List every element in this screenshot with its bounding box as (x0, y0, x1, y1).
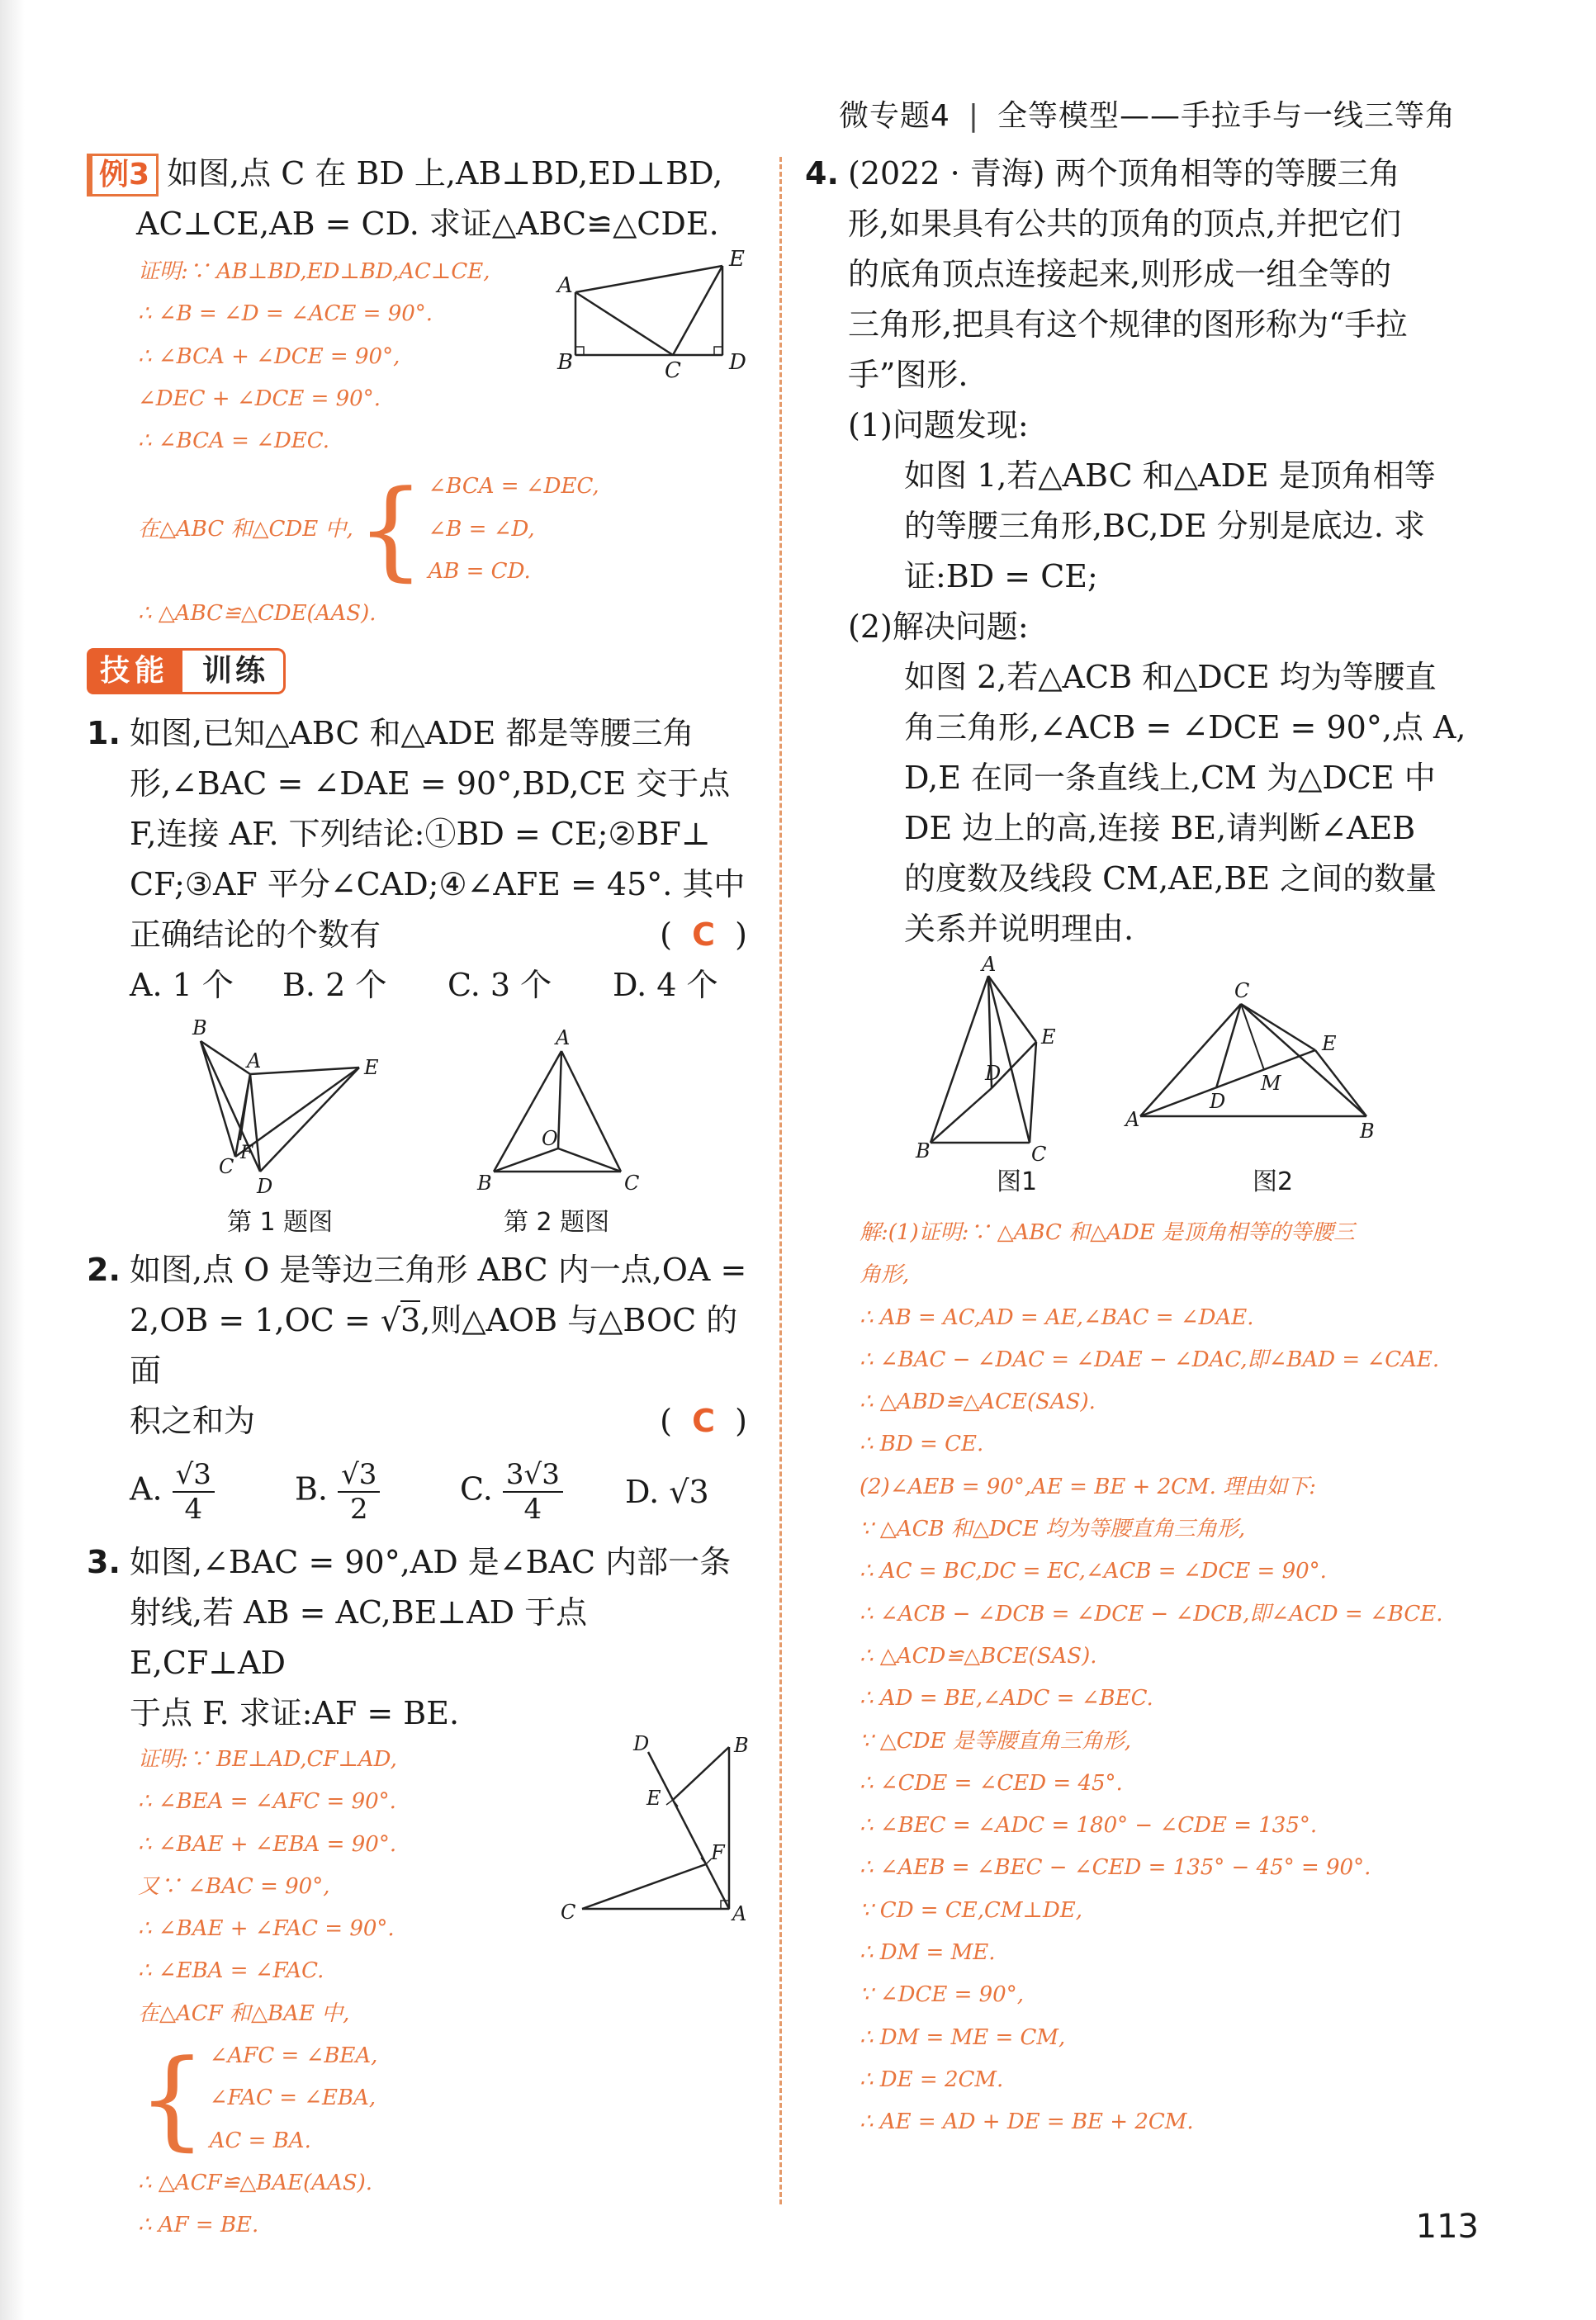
part-2-title: (2)解决问题: (848, 608, 1029, 645)
solution-line: ∴ AC = BC,DC = EC,∠ACB = ∠DCE = 90°. (860, 1559, 1327, 1584)
solution-line: ∵ △ACB 和△DCE 均为等腰直角三角形, (860, 1517, 1246, 1542)
solution-line: 角形, (860, 1262, 910, 1288)
brace-line: ∠FAC = ∠EBA, (209, 2086, 377, 2111)
fig-label: E (364, 1056, 379, 1079)
part-1-title: (1)问题发现: (848, 407, 1029, 443)
brace-system (138, 2035, 747, 2162)
fig-label: D (985, 1062, 1002, 1085)
solution-line: ∵ CD = CE,CM⊥DE, (860, 1897, 1083, 1923)
answer-letter: C (692, 1403, 716, 1439)
solution-line: ∴ ∠CDE = ∠CED = 45°. (860, 1770, 1123, 1796)
proof-line: 证明:∵ AB⊥BD,ED⊥BD,AC⊥CE, (138, 259, 490, 284)
solution-line: ∴ ∠AEB = ∠BEC − ∠CED = 135° − 45° = 90°. (860, 1855, 1371, 1881)
question-line: 的等腰三角形,BC,DE 分别是底边. 求 (904, 508, 1425, 544)
solution-line: ∴ ∠BAC − ∠DAC = ∠DAE − ∠DAC,即∠BAD = ∠CAE. (860, 1347, 1440, 1372)
question-line: 如图,∠BAC = 90°,AD 是∠BAC 内部一条 (130, 1544, 732, 1580)
question-line: CF;③AF 平分∠CAD;④∠AFE = 45°. 其中 (130, 866, 746, 902)
question-line: 2,OB = 1,OC = √3,则△AOB 与△BOC 的面 (130, 1302, 738, 1389)
fig-label: F (711, 1841, 725, 1864)
fig-label: A (982, 954, 997, 976)
solution-line: ∴ DE = 2CM. (860, 2067, 1004, 2092)
option-c: C. $\frac{3√3}{4}$ (460, 1458, 625, 1526)
solution-line: ∴ AE = AD + DE = BE + 2CM. (860, 2109, 1194, 2135)
page-number: 113 (1415, 2208, 1479, 2246)
question-number: 1. (87, 715, 121, 751)
brace-line: ∠B = ∠D, (428, 516, 535, 542)
solution-line: ∴ △ACD≌△BCE(SAS). (860, 1643, 1097, 1669)
solution-line: ∴ △ABD≌△ACE(SAS). (860, 1390, 1096, 1415)
fig-label: E (729, 249, 745, 272)
question-number: 2. (87, 1252, 121, 1288)
question-3-solution-area (87, 1732, 749, 2247)
option-b: B. $\frac{√3}{2}$ (295, 1458, 460, 1526)
proof-line: ∴ ∠BAE + ∠EBA = 90°. (138, 1831, 397, 1857)
question-line: 射线,若 AB = AC,BE⊥AD 于点 E,CF⊥AD (130, 1594, 588, 1681)
example-3 (87, 149, 747, 199)
question-line: 于点 F. 求证:AF = BE. (130, 1695, 460, 1731)
fig-label: C (624, 1172, 640, 1195)
fig-label: B (477, 1172, 492, 1195)
fig-label: A (557, 273, 573, 298)
fig-label: B (192, 1016, 207, 1039)
proof-line: ∴ ∠EBA = ∠FAC. (138, 1958, 324, 1984)
skill-banner-a: 技能 (87, 648, 182, 694)
question-line: 的底角顶点连接起来,则形成一组全等的 (848, 256, 1392, 292)
question-line: 的度数及线段 CM,AE,BE 之间的数量 (904, 860, 1437, 897)
question-line: D,E 在同一条直线上,CM 为△DCE 中 (904, 760, 1436, 796)
fig-label: F (240, 1143, 253, 1163)
brace-line: AC = BA. (209, 2128, 311, 2153)
proof-line: ∴ △ACF≌△BAE(AAS). (138, 2170, 373, 2195)
solution-line: ∵ ∠DCE = 90°, (860, 1982, 1024, 2008)
fig-label: A (732, 1902, 747, 1925)
example-3-line-1: 如图,点 C 在 BD 上,AB⊥BD,ED⊥BD, (167, 155, 723, 192)
fig-label: A (247, 1049, 262, 1072)
fig-label: B (1360, 1120, 1375, 1143)
option-a: A. $\frac{√3}{4}$ (130, 1458, 295, 1526)
fig-label: B (734, 1734, 749, 1757)
question-line: F,连接 AF. 下列结论:①BD = CE;②BF⊥ (130, 816, 711, 852)
fig-label: D (257, 1175, 273, 1198)
proof-line: ∴ ∠BCA + ∠DCE = 90°, (138, 343, 400, 369)
question-2 (87, 1245, 747, 1537)
page-header: 微专题4 | 全等模型——手拉手与一线三等角 (838, 99, 1456, 133)
fig-label: O (542, 1127, 558, 1150)
solution-line: ∴ AB = AC,AD = AE,∠BAC = ∠DAE. (860, 1304, 1254, 1330)
proof-line: ∴ AF = BE. (138, 2213, 259, 2238)
fig-label: B (557, 350, 574, 375)
brace-line: AB = CD. (428, 559, 531, 585)
fig-label: E (646, 1787, 661, 1810)
question-line: 如图 1,若△ABC 和△ADE 是顶角相等 (904, 457, 1436, 494)
question-4-figures (805, 954, 1474, 1202)
figure-2-caption: 第 2 题图 (504, 1208, 610, 1237)
question-4-figure-1 (912, 954, 1086, 1169)
answer-bracket: ( C ) (660, 1403, 747, 1439)
fig-label: D (1210, 1090, 1226, 1113)
answer-letter: C (692, 916, 715, 953)
brace-line: ∠BCA = ∠DEC, (428, 474, 599, 500)
fig-label: B (916, 1139, 931, 1162)
proof-line: 证明:∵ BE⊥AD,CF⊥AD, (138, 1747, 397, 1772)
brace-prefix: 在△ABC 和△CDE 中, (138, 516, 353, 542)
question-4-figure-2 (1119, 979, 1399, 1153)
q1-q2-figures (87, 1010, 747, 1245)
fig-label: C (219, 1155, 234, 1178)
question-4 (805, 149, 1474, 954)
question-line-with-answer (87, 910, 747, 960)
option-c: C. 3 个 (448, 967, 552, 1003)
proof-line: ∴ ∠BCA = ∠DEC. (138, 428, 330, 454)
solution-line: ∴ DM = ME = CM, (860, 2024, 1066, 2050)
example-tag: 例3 (87, 154, 159, 196)
fig-label: D (729, 350, 746, 375)
question-3-figure (549, 1722, 764, 1945)
brace-system (138, 466, 747, 593)
question-number: 4. (805, 155, 839, 192)
question-line: 手”图形. (848, 357, 968, 393)
proof-line: ∴ ∠B = ∠D = ∠ACE = 90°. (138, 301, 433, 327)
option-d: D. √3 (625, 1473, 709, 1510)
example-3-figure (549, 249, 755, 390)
column-divider (779, 157, 782, 2204)
paren-close: ) (735, 916, 747, 953)
proof-line: ∴ ∠BAE + ∠FAC = 90°. (138, 1916, 395, 1942)
sqrt-value: 3 (400, 1302, 421, 1338)
fig-label: C (665, 358, 681, 383)
question-line: 如图,点 O 是等边三角形 ABC 内一点,OA = (130, 1252, 747, 1288)
question-3 (87, 1537, 747, 1739)
fig-label: E (1041, 1025, 1056, 1049)
question-line: DE 边上的高,连接 BE,请判断∠AEB (904, 810, 1416, 846)
question-1 (87, 708, 747, 1010)
solution-line: ∵ △CDE 是等腰直角三角形, (860, 1728, 1132, 1754)
proof-line: ∴ ∠BEA = ∠AFC = 90°. (138, 1789, 396, 1815)
figure-1-caption: 第 1 题图 (227, 1208, 334, 1237)
solution-line: ∴ ∠ACB − ∠DCB = ∠DCE − ∠DCB,即∠ACD = ∠BCE. (860, 1601, 1443, 1626)
brace-icon: { (138, 2036, 206, 2162)
options-row (87, 960, 747, 1010)
skill-banner-b: 训练 (182, 648, 286, 694)
brace-line: ∠AFC = ∠BEA, (209, 2043, 378, 2069)
question-line: 如图 2,若△ACB 和△DCE 均为等腰直 (904, 659, 1437, 695)
fig-label: E (1322, 1032, 1337, 1055)
text: ,则△AOB 与△BOC 的面 (130, 1302, 738, 1389)
proof-line: ∠DEC + ∠DCE = 90°. (138, 386, 381, 411)
question-1-figure (178, 1016, 392, 1198)
question-4-solution (805, 1212, 1474, 2144)
fig-label: C (561, 1901, 576, 1924)
solution-line: (2)∠AEB = 90°,AE = BE + 2CM. 理由如下: (860, 1474, 1316, 1499)
example-3-line-2: AC⊥CE,AB = CD. 求证△ABC≌△CDE. (136, 206, 719, 242)
question-number: 3. (87, 1544, 121, 1580)
example-3-proof-area (87, 249, 747, 631)
question-line: 证:BD = CE; (904, 558, 1098, 594)
figure-1-caption: 图1 (997, 1167, 1038, 1196)
question-2-figure (462, 1016, 644, 1198)
answer-bracket (660, 910, 747, 960)
question-line: 角三角形,∠ACB = ∠DCE = 90°,点 A, (904, 709, 1466, 746)
proof-line: 在△ACF 和△BAE 中, (138, 2000, 350, 2026)
question-line: 积之和为 (130, 1403, 256, 1439)
question-line: 三角形,把具有这个规律的图形称为“手拉 (848, 306, 1408, 343)
question-line: 形,∠BAC = ∠DAE = 90°,BD,CE 交于点 (130, 765, 731, 802)
options-row (87, 1446, 747, 1537)
brace-icon: { (356, 466, 425, 593)
fig-label: C (1031, 1143, 1047, 1166)
question-line-with-answer (87, 1396, 747, 1446)
question-line: (2022 · 青海) 两个顶角相等的等腰三角 (848, 155, 1400, 192)
solution-line: ∴ BD = CE. (860, 1432, 984, 1457)
paren-open: ( (660, 916, 672, 953)
option-b: B. 2 个 (282, 967, 387, 1003)
proof-conclusion: ∴ △ABC≌△CDE(AAS). (138, 601, 377, 627)
solution-line: ∴ ∠BEC = ∠ADC = 180° − ∠CDE = 135°. (860, 1813, 1318, 1839)
header-topic: 微专题4 (838, 99, 950, 133)
fig-label: D (633, 1732, 650, 1755)
header-title: 全等模型——手拉手与一线三等角 (997, 99, 1456, 133)
solution-line: 解:(1)证明:∵ △ABC 和△ADE 是顶角相等的等腰三 (860, 1220, 1355, 1245)
fig-label: C (1234, 979, 1250, 1002)
proof-line: 又∵ ∠BAC = 90°, (138, 1873, 330, 1899)
left-column (87, 149, 747, 2247)
question-line: 如图,已知△ABC 和△ADE 都是等腰三角 (130, 715, 694, 751)
fig-label: A (556, 1026, 571, 1049)
solution-line: ∴ DM = ME. (860, 1940, 996, 1966)
question-line: 正确结论的个数有 (130, 916, 381, 953)
solution-line: ∴ AD = BE,∠ADC = ∠BEC. (860, 1686, 1153, 1712)
skill-training-banner (87, 646, 747, 697)
fig-label: A (1125, 1108, 1140, 1131)
question-line: 形,如果具有公共的顶角的顶点,并把它们 (848, 206, 1402, 242)
question-line: 关系并说明理由. (904, 911, 1134, 947)
figure-2-caption: 图2 (1253, 1167, 1294, 1196)
right-column (805, 149, 1474, 2144)
fig-label: M (1261, 1072, 1281, 1095)
text: 2,OB = 1,OC = (130, 1302, 381, 1338)
option-d: D. 4 个 (613, 967, 718, 1003)
page-edge-shadow (0, 0, 25, 2320)
option-a: A. 1 个 (130, 967, 234, 1003)
